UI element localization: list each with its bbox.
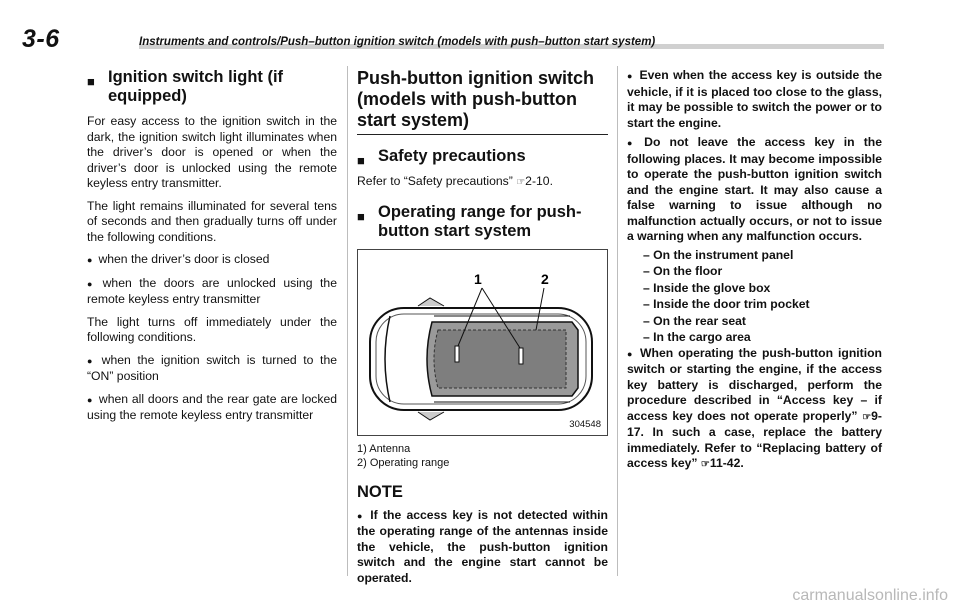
square-bullet-icon: ■ (357, 153, 365, 168)
caption: 1) Antenna (357, 442, 411, 455)
paragraph: For easy access to the ignition switch in the dark, the ignition switch light illuminates when the driver’s door is opened or when the driver’s door is unlocked using the remote keyless entry transmitter. (87, 114, 337, 190)
list-item: ● when all doors and the rear gate are locked using the remote keyless entry transmitter (87, 391, 338, 422)
callout-2: 2 (541, 270, 549, 287)
list-item: – In the cargo area (643, 330, 751, 344)
note-item: ● Even when the access key is outside the vehicle, if it is placed too close to the glass, it may be possible to switch the power or to start the engine. (627, 68, 883, 130)
column-left (87, 68, 337, 431)
list-item: – On the floor (643, 264, 723, 278)
bullet-icon: ● (87, 394, 93, 405)
list-item: ● when the ignition switch is turned to the “ON” position (87, 352, 337, 383)
square-bullet-icon: ■ (87, 74, 95, 89)
section-heading: ■ Ignition switch light (if equipped) (87, 68, 284, 105)
antenna-rear (519, 348, 523, 364)
section-heading: ■ Safety precautions (357, 147, 526, 168)
column-right (627, 68, 882, 480)
page-number: 3-6 (22, 25, 60, 53)
vehicle-figure (357, 249, 608, 436)
note-item: ● Do not leave the access key in the following places. It may become impossible to operate the push-button ignition switch and the engine start. It may also cause a false warning to issue although no malfunction actually occurs, or not to issue a warning when any malfunction occurs. (627, 135, 883, 243)
list-item: – Inside the door trim pocket (643, 297, 810, 311)
chapter-heading: Push-button ignition switch (models with push-button start system) (357, 68, 608, 135)
paragraph: The light remains illuminated for several tens of seconds and then gradually turns off under the following conditions. (87, 198, 337, 244)
callout-1: 1 (474, 270, 482, 287)
caption: 2) Operating range (357, 457, 450, 469)
note-item: ● If the access key is not detected within the operating range of the antennas inside the vehicle, the push-button ignition switch and the engine start cannot be operated. (357, 507, 608, 585)
antenna-front (455, 346, 459, 362)
column-divider (347, 66, 348, 576)
bullet-icon: ● (87, 278, 97, 289)
paragraph: The light turns off immediately under the following conditions. (87, 314, 337, 344)
paragraph: Refer to “Safety precautions” ☞2-10. (357, 174, 553, 188)
watermark: carmanualsonline.info (792, 587, 948, 604)
list-item: – Inside the glove box (643, 280, 771, 295)
note-item: ● When operating the push-button ignition switch or starting the engine, if the access key battery is discharged, perform the procedure described in “Access key – if access key does not operate properly” ☞9-17. In such a case, replace the battery immediately. Refer to “Replacing battery of access key” ☞11-42. (627, 345, 882, 470)
section-heading: ■ Operating range for push-button start system (357, 202, 582, 240)
list-item: – On the rear seat (643, 313, 746, 328)
note-heading: NOTE (357, 482, 403, 501)
list-item: ● when the doors are unlocked using the remote keyless entry transmitter (87, 275, 337, 306)
column-divider (617, 66, 618, 576)
page-header (22, 25, 884, 53)
car-top-view-illustration (358, 250, 607, 435)
page-ref-icon: ☞ (862, 411, 872, 423)
list-item: ● when the driver’s door is closed (87, 252, 270, 266)
bullet-icon: ● (627, 138, 639, 148)
bullet-icon: ● (627, 71, 634, 81)
page-ref-icon: ☞ (516, 177, 526, 188)
running-title: Instruments and controls/Push–button ignition switch (models with push–button start system) (139, 36, 656, 48)
column-middle (357, 68, 608, 593)
bullet-icon: ● (87, 355, 96, 366)
bullet-icon: ● (87, 255, 93, 265)
list-item: – On the instrument panel (643, 247, 794, 262)
page-ref-icon: ☞ (700, 459, 710, 470)
figure-code: 304548 (569, 418, 601, 430)
bullet-icon: ● (357, 510, 365, 521)
bullet-icon: ● (627, 348, 635, 359)
square-bullet-icon: ■ (357, 208, 365, 224)
